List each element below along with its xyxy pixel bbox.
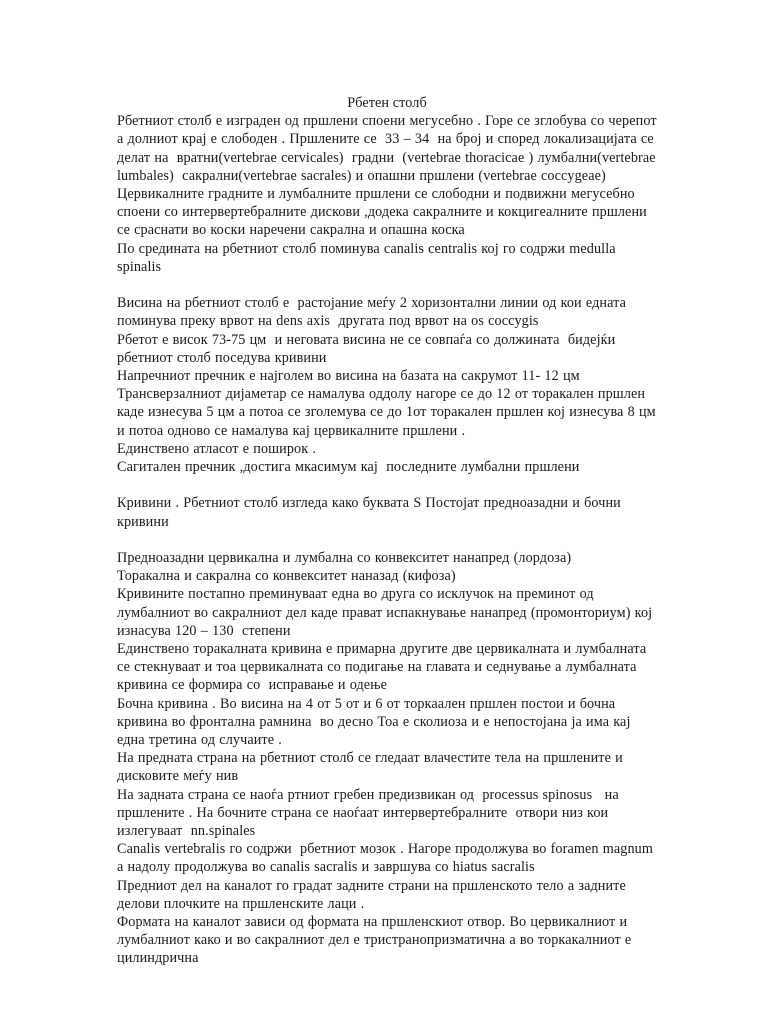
paragraph: Кривини . Рбетниот столб изгледа како буквата S Постојат предноазадни и бочни кривини <box>117 495 626 530</box>
paragraph: Сагитален пречник ,достига мкасимум кај последните лумбални пршлени <box>117 459 580 476</box>
paragraph: Кривините постапно преминуваат една во друга со исклучок на преминот од лумбалниот во сакралниот дел каде прават испакнување нанапред (промонториум) кој изнасува 120 – 130 степени <box>117 586 657 639</box>
paragraph: Формата на каналот зависи од формата на пршленскиот отвор. Во цервикалниот и лумбалниот како и во сакралниот дел е тристранопризматична а во торкакалниот е цилиндрична <box>117 914 636 967</box>
paragraph: Предноазадни цервикална и лумбална со конвекситет нанапред (лордоза) <box>117 550 572 567</box>
paragraph: Единствено атласот е поширок . <box>117 440 317 457</box>
blank-line <box>117 276 657 294</box>
paragraph: Бочна кривина . Во висина на 4 от 5 от и 6 от торкаален пршлен постои и бочна кривина во фронтална рамнина во десно Тоа е сколиоза и е непостојана ја има кај една третина од случаите . <box>117 695 635 749</box>
paragraph: Напречниот пречник е најголем во висина на базата на сакрумот 11- 12 цм <box>117 368 580 385</box>
paragraph: Единствено торакалната кривина е примарна другите две цервикалната и лумбалната се стекнуваат и тоа цервикалната со подигање на главата и седнување а лумбалната кривина се формира со исправање и одење <box>117 641 655 694</box>
paragraph: Рбетот е висок 73-75 цм и неговата висина не се совпаѓа со должината бидејќи рбетниот столб поседува кривини <box>117 331 620 366</box>
document-title: Рбетен столб <box>347 95 427 111</box>
blank-line <box>117 531 657 549</box>
paragraph: Трансверзалниот дијаметар се намалува оддолу нагоре се до 12 от торакален пршлен каде изнесува 5 цм а потоа се зголемува се до 1от торакален пршлен кој изнесува 8 цм и потоа одново се намалува кај цервикалните пршлени . <box>117 386 660 439</box>
paragraph: Торакална и сакрална со конвекситет наназад (кифоза) <box>117 568 456 585</box>
document-body <box>117 94 661 968</box>
paragraph: Цервикалните градните и лумбалните пршлени се слободни и подвижни мегусебно споени со интервертебралните дискови ,додека сакралните и кокцигеалните пршлени се сраснати во коски наречени сакрална и опашна коска <box>117 186 651 239</box>
paragraph: На задната страна се наоѓа ртниот гребен предизвикан од processus spinosus на пршлените . На бочните страна се наоѓаат интервертебралните отвори низ кои излегуваат nn.spinales <box>117 786 623 840</box>
blank-line <box>117 476 657 494</box>
paragraph: Висина на рбетниот столб е растојание меѓу 2 хоризонтални линии од кои едната поминува преку врвот на dens axis другата под врвот на os coccygis <box>117 295 631 330</box>
paragraph-list <box>117 112 661 968</box>
paragraph: Рбетниот столб е изграден од пршлени споени мегусебно . Горе се зглобува со черепот а долниот крај е слободен . Пршлените се 33 – 34 на број и според локализацијата се делат на вратни(vertebrae cervicales) градни (vertebrae thoracicae ) лумбални(vertebrae lumbales) сакрални(vertebrae sacrales) и опашни пршлени (vertebrae coccygeae) <box>117 113 661 184</box>
paragraph: На предната страна на рбетниот столб се гледаат влачестите тела на пршлените и дисковите меѓу нив <box>117 750 627 785</box>
paragraph: По средината на рбетниот столб поминува canalis centralis кој го содржи medulla spinalis <box>117 240 620 275</box>
paragraph: Предниот дел на каналот го градат задните страни на пршленското тело а задните делови плочките на пршленските лаци . <box>117 877 631 912</box>
paragraph: Canalis vertebralis го содржи рбетниот мозок . Нагоре продолжува во foramen magnum а надолу продолжува во canalis sacralis и завршува со hiatus sacralis <box>117 841 658 876</box>
